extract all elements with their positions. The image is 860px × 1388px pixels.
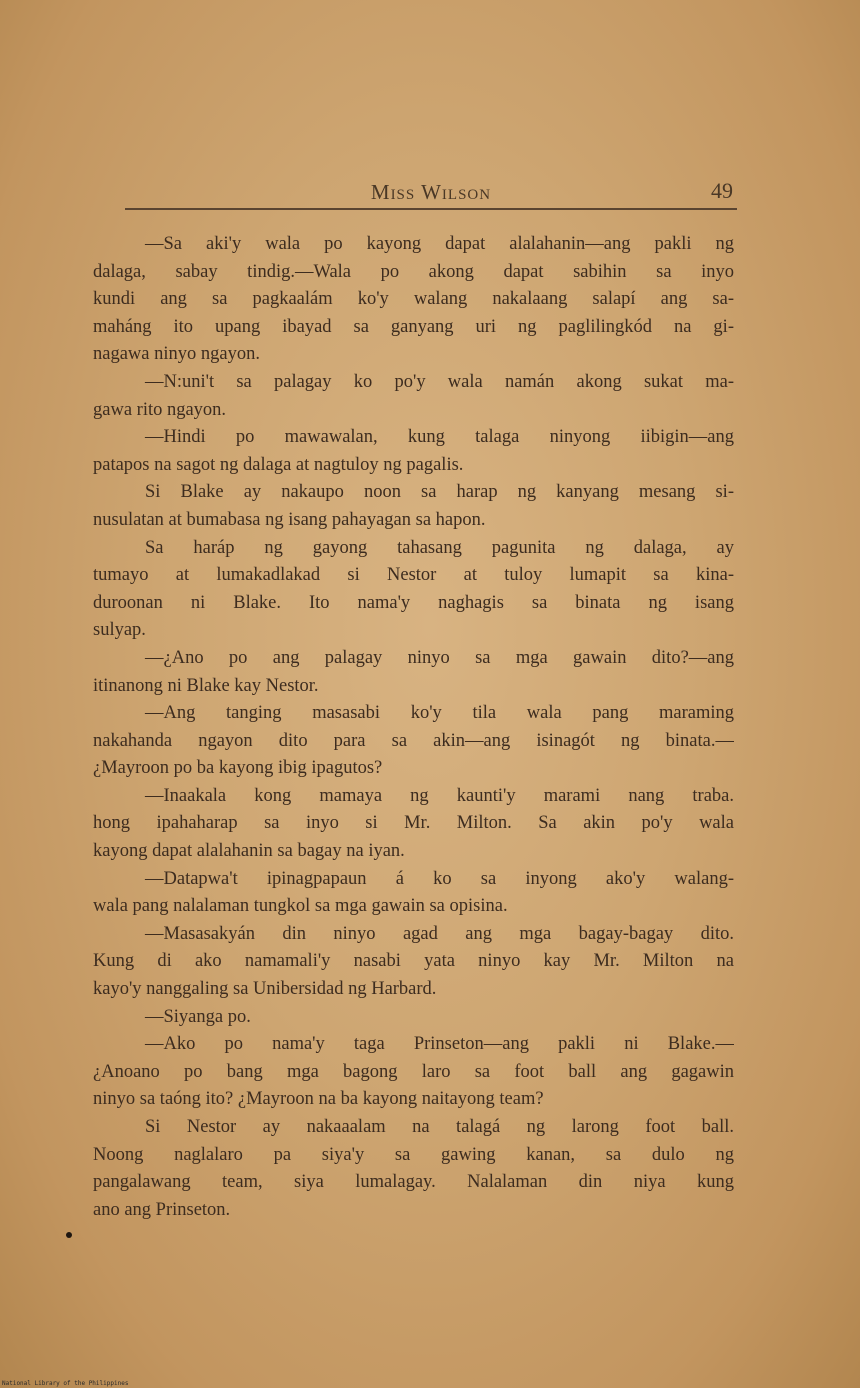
text-line: —Sa aki'y wala po kayong dapat alalahanin—ang pakli ng: [145, 234, 734, 254]
page-header: [125, 178, 737, 212]
text-line: ¿Mayroon po ba kayong ibig ipagutos?: [93, 758, 383, 779]
text-line: —Datapwa't ipinagpapaun á ko sa inyong ako'y walang-: [145, 868, 734, 889]
header-rule: [125, 208, 737, 210]
text-line: dalaga, sabay tindig.—Wala po akong dapat sabihin sa inyo: [93, 261, 734, 282]
text-line: —Ako po nama'y taga Prinseton—ang pakli ni Blake.—: [145, 1034, 734, 1055]
text-line: itinanong ni Blake kay Nestor.: [93, 675, 319, 696]
text-line: ano ang Prinseton.: [93, 1199, 231, 1220]
text-line: Si Nestor ay nakaaalam na talagá ng larong foot ball.: [145, 1117, 734, 1137]
text-line: Kung di ako namamali'y nasabi yata ninyo kay Mr. Milton na: [93, 951, 734, 972]
running-title: Miss Wilson: [370, 180, 492, 204]
text-line: kayong dapat alalahanin sa bagay na iyan.: [93, 841, 405, 862]
text-line: wala pang nalalaman tungkol sa mga gawain sa opisina.: [93, 896, 508, 917]
text-line: nagawa ninyo ngayon.: [93, 344, 260, 365]
text-line: kundi ang sa pagkaalám ko'y walang nakalaang salapí ang sa-: [93, 289, 734, 310]
text-line: —Masasakyán din ninyo agad ang mga bagay-bagay dito.: [145, 923, 734, 944]
text-line: sulyap.: [93, 620, 146, 641]
text-line: Noong naglalaro pa siya'y sa gawing kanan, sa dulo ng: [93, 1144, 734, 1165]
text-line: nakahanda ngayon dito para sa akin—ang isinagót ng binata.—: [93, 730, 734, 751]
text-line: kayo'y nanggaling sa Unibersidad ng Harbard.: [93, 979, 437, 1000]
text-line: —Hindi po mawawalan, kung talaga ninyong iibigin—ang: [145, 427, 734, 448]
body-text: [93, 231, 734, 1224]
text-line: Si Blake ay nakaupo noon sa harap ng kanyang mesang si-: [145, 482, 734, 503]
page-number: 49: [711, 178, 733, 203]
text-line: tumayo at lumakadlakad si Nestor at tuloy lumapit sa kina-: [93, 565, 734, 586]
text-line: —Inaakala kong mamaya ng kaunti'y marami nang traba.: [145, 785, 734, 806]
text-line: hong ipahaharap sa inyo si Mr. Milton. Sa akin po'y wala: [93, 813, 734, 834]
text-line: ninyo sa taóng ito? ¿Mayroon na ba kayong naitayong team?: [93, 1089, 544, 1110]
text-line: nusulatan at bumabasa ng isang pahayagan sa hapon.: [93, 509, 486, 530]
text-line: maháng ito upang ibayad sa ganyang uri ng paglilingkód na gi-: [93, 316, 734, 337]
text-line: duroonan ni Blake. Ito nama'y naghagis sa binata ng isang: [93, 592, 734, 613]
text-line: gawa rito ngayon.: [93, 399, 227, 420]
library-credit: National Library of the Philippines: [2, 1380, 129, 1387]
text-line: —Siyanga po.: [145, 1006, 251, 1027]
ink-dot: [66, 1232, 72, 1238]
text-line: pangalawang team, siya lumalagay. Nalalaman din niya kung: [93, 1172, 734, 1193]
text-line: —Ang tanging masasabi ko'y tila wala pang maraming: [145, 703, 734, 724]
text-line: ¿Anoano po bang mga bagong laro sa foot ball ang gagawin: [93, 1061, 734, 1082]
text-line: Sa haráp ng gayong tahasang pagunita ng dalaga, ay: [145, 537, 734, 558]
text-line: patapos na sagot ng dalaga at nagtuloy ng pagalis.: [93, 454, 464, 475]
text-line: —¿Ano po ang palagay ninyo sa mga gawain dito?—ang: [145, 647, 734, 668]
text-line: —N:uni't sa palagay ko po'y wala namán akong sukat ma-: [145, 371, 734, 392]
